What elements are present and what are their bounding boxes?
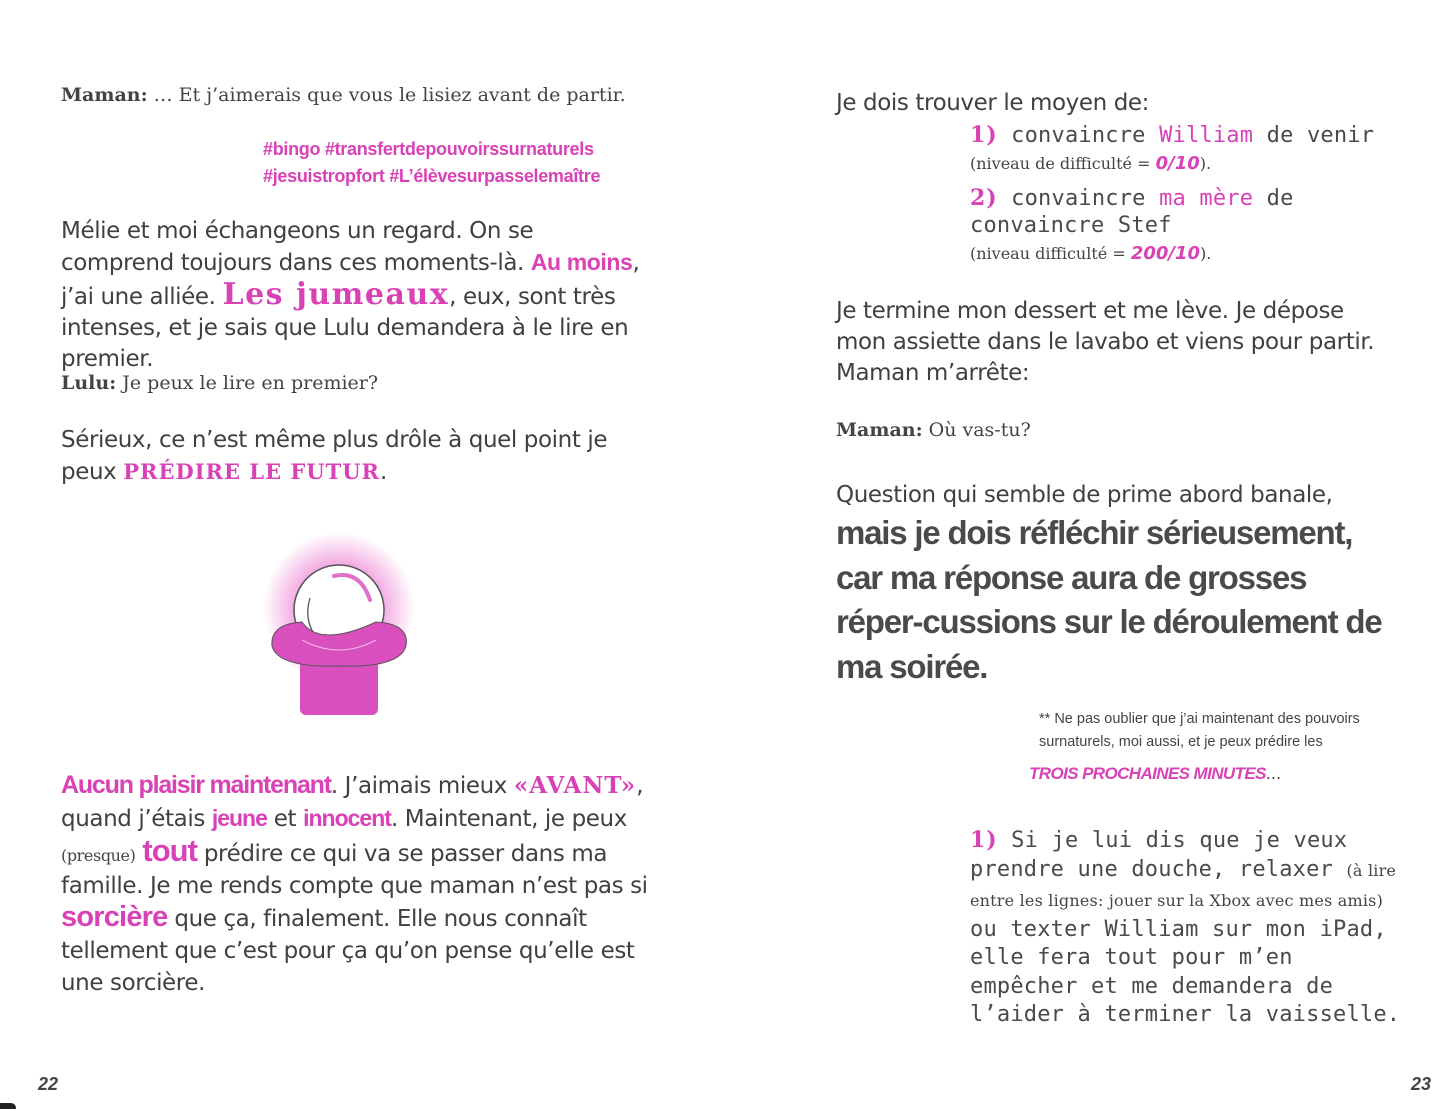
corner-mark xyxy=(0,1103,16,1109)
highlight-les-jumeaux: Les jumeaux xyxy=(222,277,450,312)
dialogue-maman-2 xyxy=(836,416,1396,444)
highlight-sorciere: sorcière xyxy=(61,901,168,934)
difficulty-note-2 xyxy=(970,239,1400,269)
text: , eux, sont très intenses, et je sais que Lulu demandera à le lire en premier. xyxy=(61,284,629,372)
text: de venir xyxy=(1253,123,1375,148)
highlight-ma-mere: ma mère xyxy=(1159,186,1254,211)
difficulty-note-1 xyxy=(970,151,1400,177)
text: , quand j’étais xyxy=(61,773,644,832)
highlight-grosses-repercussions: grosses réper-cussions xyxy=(836,558,1307,640)
text: que ça, finalement. Elle nous connaît tellement que c’est pour ça qu’on pense qu’elle est une sorcière. xyxy=(61,906,635,996)
text: convaincre xyxy=(997,186,1160,211)
page-number-left: 22 xyxy=(38,1074,59,1094)
highlight-au-moins: Au moins xyxy=(530,249,633,275)
text: prédire ce qui va se passer dans ma famille. Je me rends compte que maman n’est pas si xyxy=(61,841,648,899)
highlight-jeune: jeune xyxy=(211,804,267,831)
dialogue-text: Où vas-tu? xyxy=(922,419,1031,441)
paragraph-aucun-plaisir xyxy=(61,770,651,999)
highlight-tout: tout xyxy=(142,833,197,869)
speaker-label: Maman: xyxy=(836,419,923,441)
prediction-paragraph xyxy=(970,826,1410,1030)
emphasis-text: sur xyxy=(1055,603,1120,640)
speaker-label: Maman: xyxy=(61,84,148,106)
paragraph-melie xyxy=(61,216,641,375)
text-presque: (presque) xyxy=(61,846,136,866)
quote-open: « xyxy=(513,772,530,799)
footnote xyxy=(1029,708,1419,784)
list-number: 1) xyxy=(970,827,998,853)
quote-close: » xyxy=(620,772,637,799)
text: Mélie et moi échangeons un regard. On se comprend toujours dans ces moments-là. xyxy=(61,218,534,276)
text: et xyxy=(266,805,304,832)
dialogue-text: … Et j’aimerais que vous le lisiez avant de partir. xyxy=(147,84,626,106)
page-number-right: 23 xyxy=(1411,1074,1432,1094)
difficulty-value-1: 0/10 xyxy=(1155,153,1200,174)
paragraph-trouver-moyen: Je dois trouver le moyen de: xyxy=(836,90,1150,116)
paragraph-dessert: Je termine mon dessert et me lève. Je dépose mon assiette dans le lavabo et viens pour partir. Maman m’arrête: xyxy=(836,298,1375,386)
highlight-william: William xyxy=(1159,123,1254,148)
text: (niveau de difficulté = xyxy=(970,154,1156,173)
dialogue-text: Je peux le lire en premier? xyxy=(116,372,379,394)
text: Question qui semble de prime abord banale, xyxy=(836,482,1333,508)
text: Sérieux, ce n’est même plus drôle à quel point je peux xyxy=(61,427,608,485)
dialogue-maman xyxy=(61,81,631,109)
list-item-1 xyxy=(970,120,1400,177)
dialogue-lulu xyxy=(61,369,641,397)
highlight-deroulement: le déroulement de ma soirée xyxy=(836,603,1382,685)
text: ). xyxy=(1199,154,1212,173)
emphasis-text: mais je dois réfléchir xyxy=(836,514,1146,551)
list-number: 1) xyxy=(970,122,998,148)
emphasis-text: , car ma réponse aura de xyxy=(836,514,1353,596)
text: . J’aimais mieux xyxy=(330,773,514,799)
difficulty-value-2: 200/10 xyxy=(1130,243,1201,264)
speaker-label: Lulu: xyxy=(61,372,117,394)
emphasis-text: . xyxy=(979,647,988,685)
text: convaincre xyxy=(997,123,1160,148)
list-number: 2) xyxy=(970,185,998,211)
highlight-innocent: innocent xyxy=(303,804,391,831)
crystal-ball-icon xyxy=(262,528,417,720)
text: . Maintenant, je peux xyxy=(390,805,627,832)
paragraph-serieux xyxy=(61,425,641,488)
highlight-predire-le-futur: PRÉDIRE LE FUTUR xyxy=(123,459,381,484)
list-item-2-text xyxy=(970,185,1400,239)
hashtag-line-2: #jesuistropfort #L’élèvesurpasselemaître xyxy=(263,166,601,186)
highlight-aucun-plaisir: Aucun plaisir maintenant xyxy=(61,771,331,799)
left-page xyxy=(0,0,722,1109)
highlight-avant: AVANT xyxy=(529,772,621,799)
hashtag-line-1: #bingo #transfertdepouvoirssurnaturels xyxy=(263,139,594,159)
highlight-serieusement: sérieusement xyxy=(1145,514,1345,551)
text: Si je lui dis que je veux prendre une douche, relaxer xyxy=(970,828,1348,882)
text-aside: (à lire entre les lignes: jouer sur la Xbox avec mes amis) xyxy=(970,860,1397,910)
list-item-2 xyxy=(970,185,1400,269)
text: ... xyxy=(1265,764,1282,783)
footnote-highlight-line xyxy=(1029,764,1419,784)
paragraph-question xyxy=(836,480,1396,689)
text: de convaincre Stef xyxy=(970,186,1294,238)
list-item-1-text xyxy=(970,120,1400,151)
highlight-trois-prochaines-minutes: TROIS PROCHAINES MINUTES xyxy=(1029,764,1266,783)
right-page xyxy=(723,0,1445,1109)
text: (niveau difficulté = xyxy=(970,244,1131,263)
footnote-text: ** Ne pas oublier que j’ai maintenant des pouvoirs surnaturels, moi aussi, et je peux prédire les xyxy=(1039,711,1360,750)
text: , j’ai une alliée. xyxy=(61,250,640,310)
text: . xyxy=(380,459,387,485)
hashtags xyxy=(263,136,683,190)
text: ou texter William sur mon iPad, elle fera tout pour m’en empêcher et me demandera de l’aider à terminer la vaisselle. xyxy=(970,916,1401,1027)
text: ). xyxy=(1200,244,1212,263)
